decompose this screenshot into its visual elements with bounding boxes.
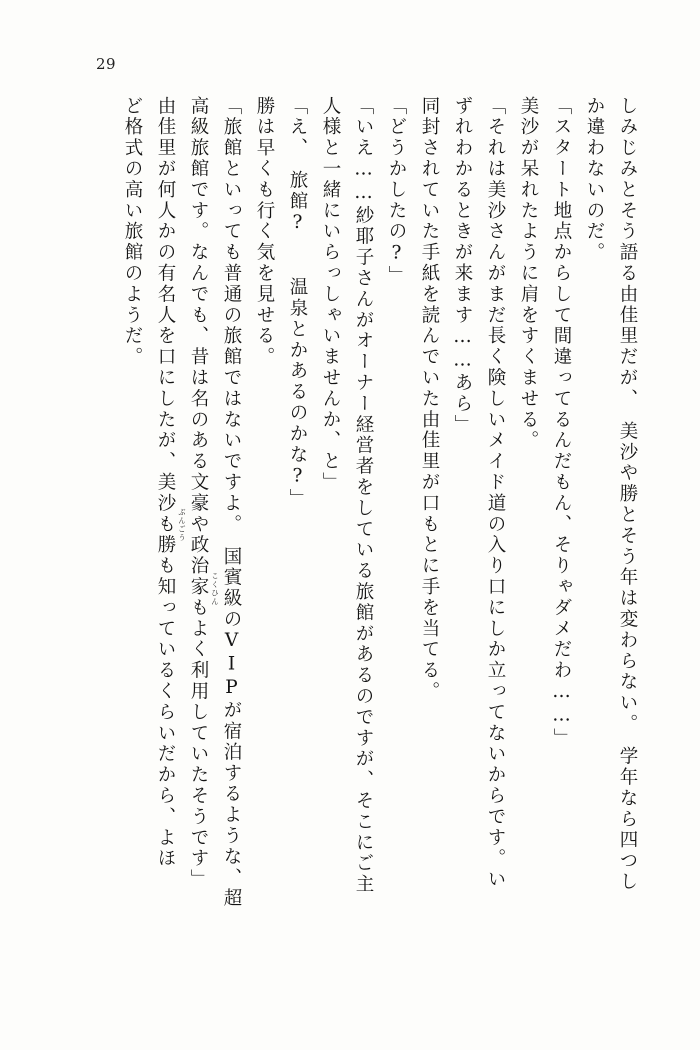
ruby-annotation-kokuhin: こくひん — [210, 572, 220, 606]
text-line: ずれわかるときが来ます……あら」 — [452, 96, 473, 436]
text-line: しみじみとそう語る由佳里だが、 美沙や勝とそう年は変わらない。 学年なら四つし — [617, 96, 638, 893]
page-number: 29 — [96, 55, 117, 73]
text-line: 勝は早くも行く気を見せる。 — [254, 96, 275, 368]
text-line: 「いえ……紗耶子さんがオーナー経営者をしている旅館があるのですが、そこにご主 — [353, 96, 374, 896]
text-line: 人様と一緒にいらっしゃいませんか、と」 — [320, 96, 341, 494]
text-line: 高級旅館です。なんでも、昔は名のある文豪や政治家もよく利用していたそうです」 — [188, 96, 209, 891]
text-line: 「旅館といっても普通の旅館ではないですよ。 国賓級のVIPが宿泊するような、超 — [221, 96, 242, 910]
text-line: ど格式の高い旅館のようだ。 — [122, 96, 143, 368]
text-line: 「スタート地点からして間違ってるんだもん、そりゃダメだわ……」 — [551, 96, 572, 749]
text-line: か違わないのだ。 — [584, 96, 605, 264]
ruby-annotation-bungou: ぶんごう — [177, 508, 187, 542]
text-line: 美沙が呆れたように肩をすくませる。 — [518, 96, 539, 452]
text-line: 由佳里が何人かの有名人を口にしたが、美沙も勝も知っているくらいだから、よほ — [155, 96, 176, 870]
text-line: 「え、 旅館? 温泉とかあるのかな?」 — [287, 96, 308, 510]
vertical-text-body — [62, 96, 636, 986]
text-line: 同封されていた手紙を読んでいた由佳里が口もとに手を当てる。 — [419, 96, 440, 703]
text-line: 「どうかしたの?」 — [386, 96, 407, 287]
text-line: 「それは美沙さんがまだ長く険しいメイド道の入り口にしか立ってないからです。い — [485, 96, 506, 891]
